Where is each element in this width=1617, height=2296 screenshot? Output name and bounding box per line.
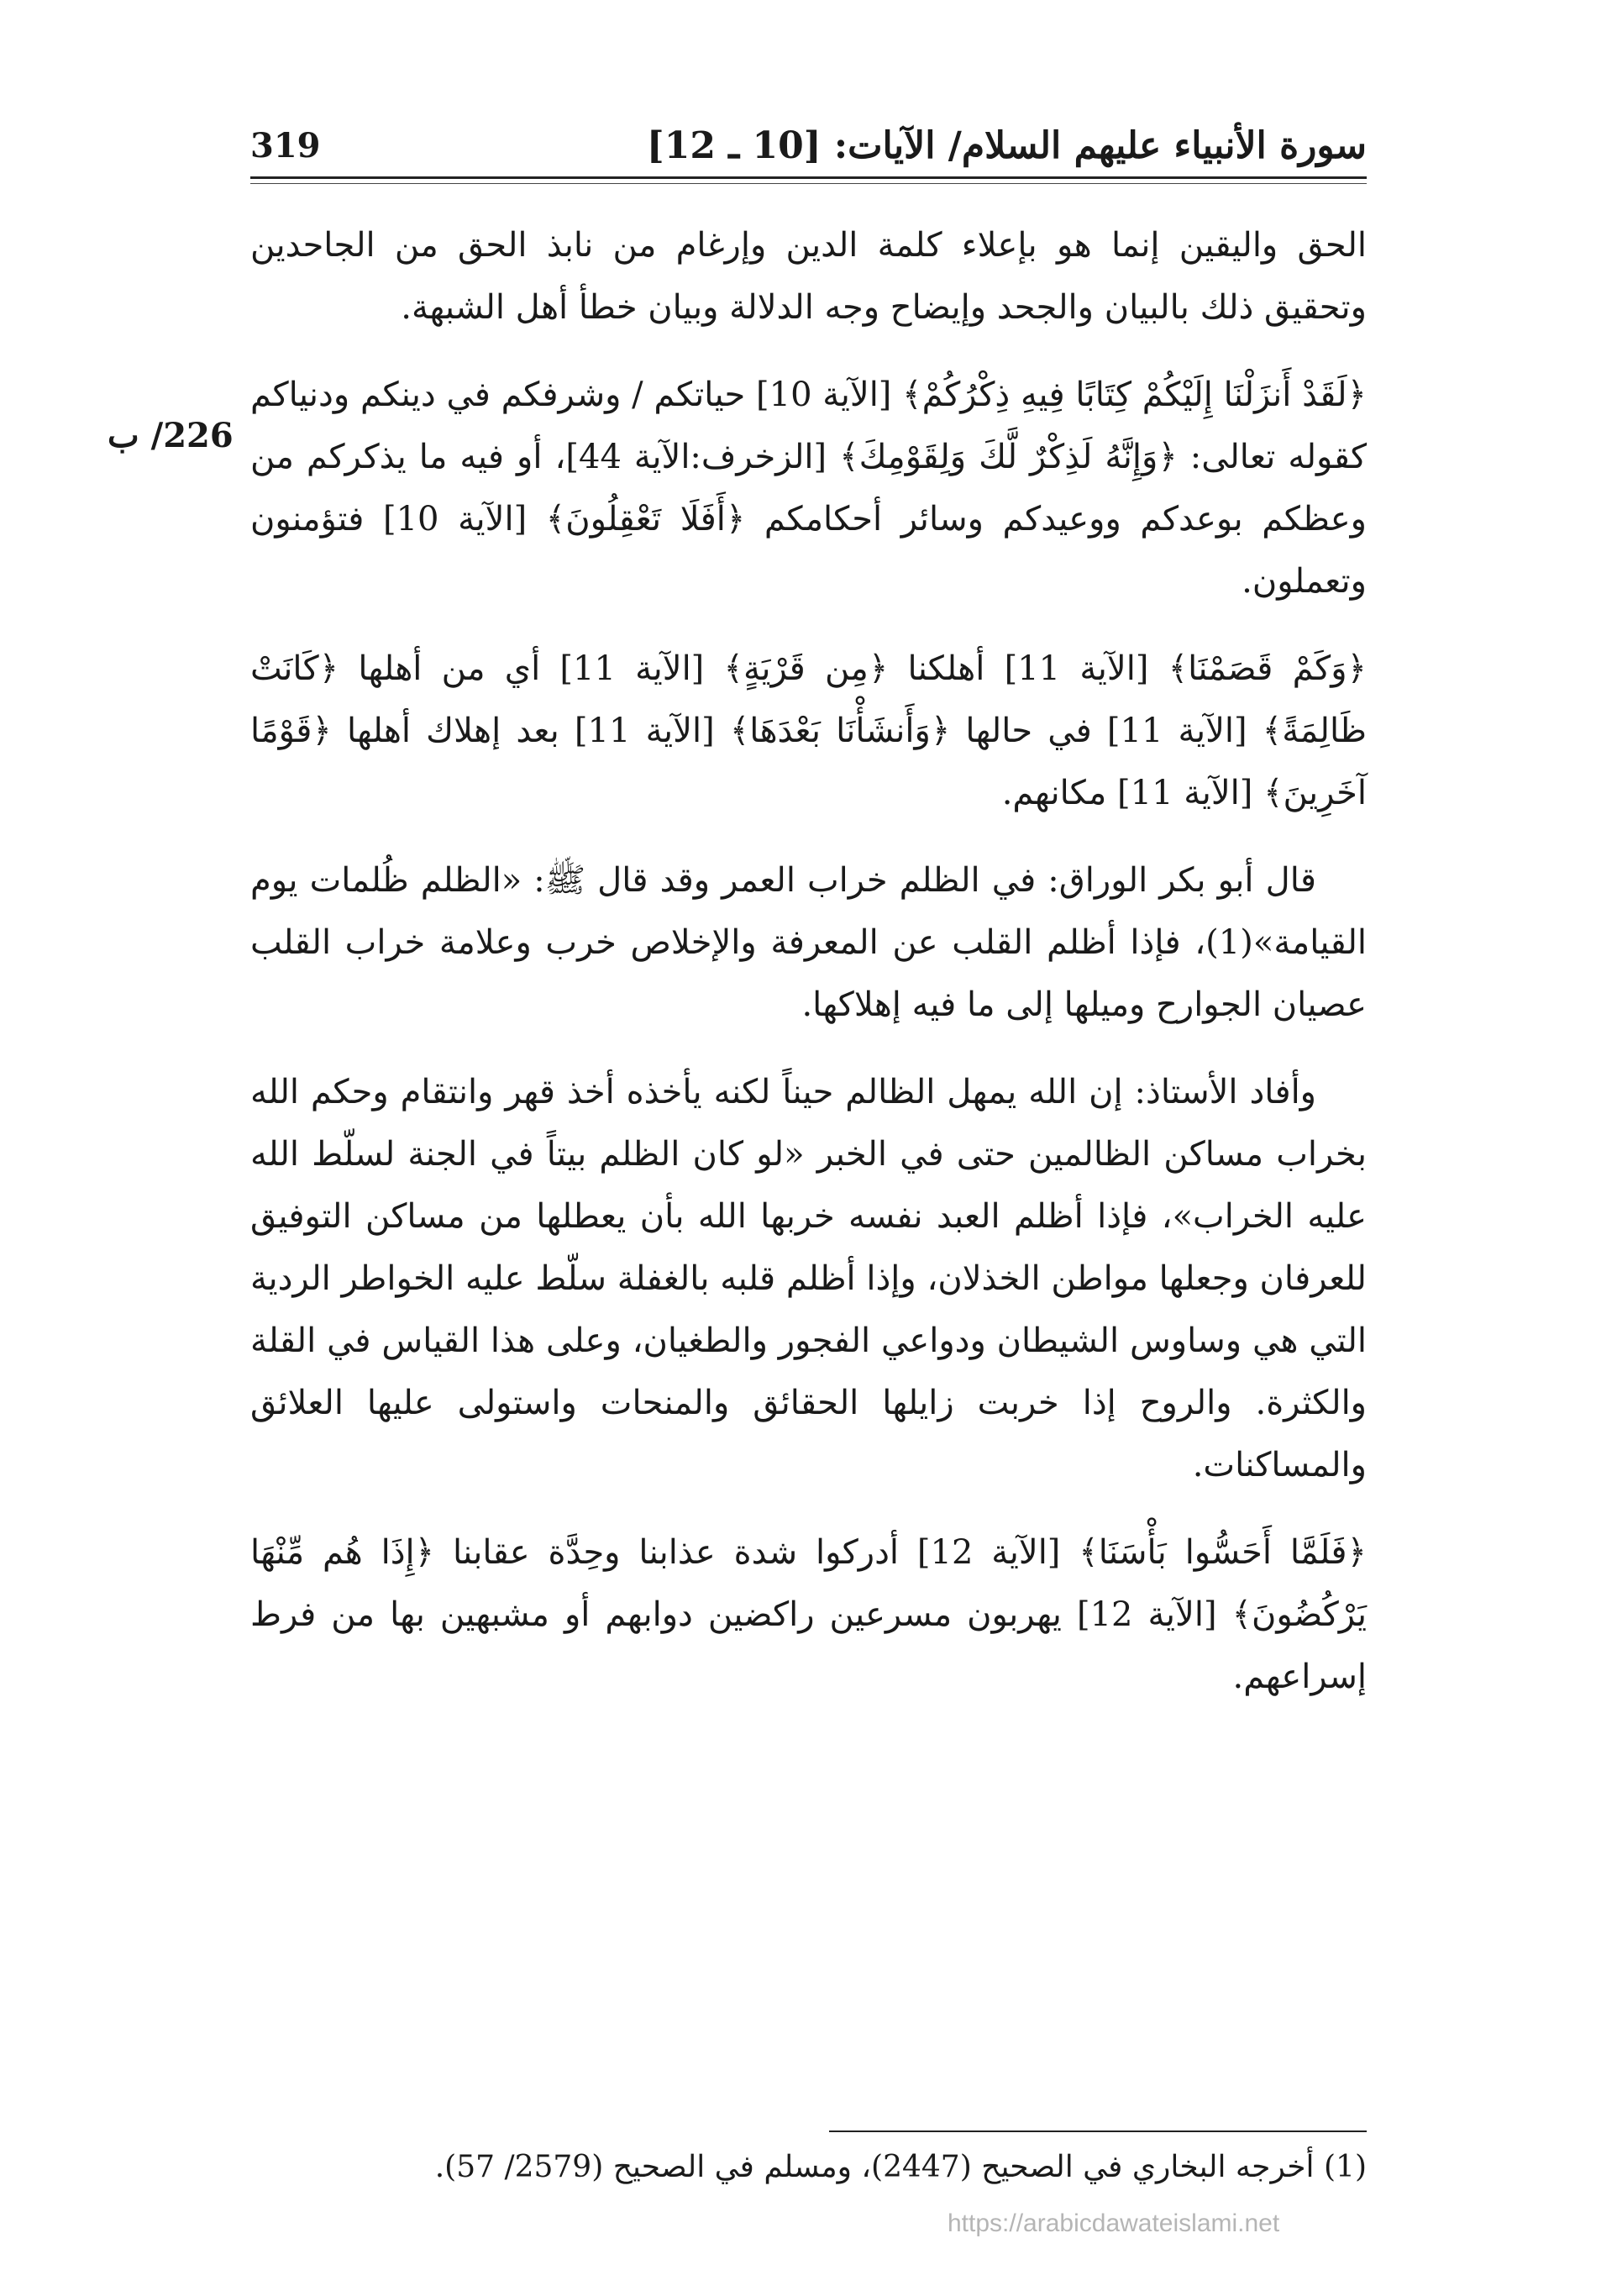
watermark-url: https://arabicdawateislami.net [948,2209,1280,2237]
paragraph-5: وأفاد الأستاذ: إن الله يمهل الظالم حيناً لكنه يأخذه أخذ قهر وانتقام وحكم الله بخراب مساكن الظالمين حتى في الخبر «لو كان الظلم بيتاً في الجنة لسلّط الله عليه الخراب»، فإذا أظلم العبد نفسه خربها الله بأن يعطلها من مساكن التوفيق للعرفان وجعلها مواطن الخذلان، وإذا أظلم قلبه بالغفلة سلّط عليه الخواطر الردية التي هي وساوس الشيطان ودواعي الفجور والطغيان، وعلى هذا القياس في القلة والكثرة. والروح إذا خربت زايلها الحقائق والمنحات واستولى عليها العلائق والمساكنات. [250,1073,1367,1484]
footnote: (1) أخرجه البخاري في الصحيح (2447)، ومسلم في الصحيح (2579/ 57). [434,2150,1367,2184]
header-rule [250,176,1367,179]
paragraph-2: ﴿لَقَدْ أَنزَلْنَا إِلَيْكُمْ كِتَابًا فِيهِ ذِكْرُكُمْ﴾ [الآية 10] حياتكم / وشرفكم في دينكم ودنياكم كقوله تعالى: ﴿وَإِنَّهُ لَذِكْرٌ لَّكَ وَلِقَوْمِكَ﴾ [الزخرف:الآية 44]، أو فيه ما يذكركم من وعظكم بوعدكم ووعيدكم وسائر أحكامكم ﴿أَفَلَا تَعْقِلُونَ﴾ [الآية 10] فتؤمنون وتعملون. [250,376,1367,601]
footnote-rule [829,2130,1367,2132]
paragraph-4: قال أبو بكر الوراق: في الظلم خراب العمر وقد قال ﷺ: «الظلم ظُلمات يوم القيامة»(1)، فإذا أظلم القلب عن المعرفة والإخلاص خرب وعلامة خراب القلب عصيان الجوارح وميلها إلى ما فيه إهلاكها. [250,861,1367,1024]
paragraph-3: ﴿وَكَمْ قَصَمْنَا﴾ [الآية 11] أهلكنا ﴿مِن قَرْيَةٍ﴾ [الآية 11] أي من أهلها ﴿كَانَتْ ظَالِمَةً﴾ [الآية 11] في حالها ﴿وَأَنشَأْنَا بَعْدَهَا﴾ [الآية 11] بعد إهلاك أهلها ﴿قَوْمًا آخَرِينَ﴾ [الآية 11] مكانهم. [250,649,1368,812]
header-rule-thin [250,183,1367,184]
header-title: سورة الأنبياء عليهم السلام/ الآيات: [10 ـ 12] [646,124,1367,167]
paragraph-1: الحق واليقين إنما هو بإعلاء كلمة الدين وإرغام من نابذ الحق من الجاحدين وتحقيق ذلك بالبيان والجحد وإيضاح وجه الدلالة وبيان خطأ أهل الشبهة. [250,226,1367,327]
main-text [250,214,1367,1733]
page-number: 319 [250,126,321,166]
running-header [250,124,1367,166]
manuscript-folio-note: 226/ ب [108,416,234,455]
paragraph-6: ﴿فَلَمَّا أَحَسُّوا بَأْسَنَا﴾ [الآية 12] أدركوا شدة عذابنا وحِدَّة عقابنا ﴿إِذَا هُم مِّنْهَا يَرْكُضُونَ﴾ [الآية 12] يهربون مسرعين راكضين دوابهم أو مشبهين بها من فرط إسراعهم. [250,1533,1368,1696]
